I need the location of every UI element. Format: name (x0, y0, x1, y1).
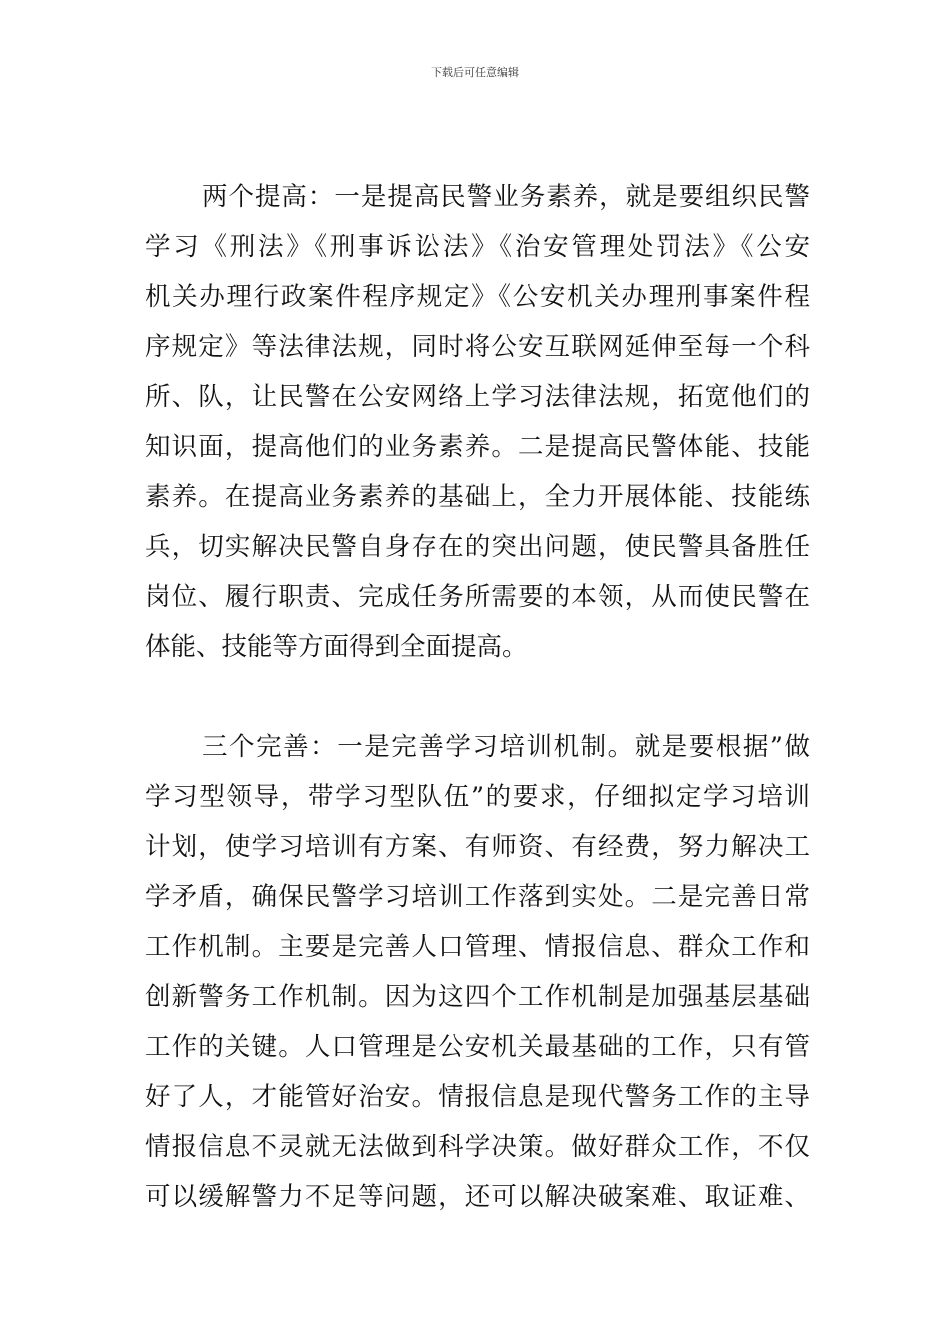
text-line: 创新警务工作机制。因为这四个工作机制是加强基层基础 (145, 982, 810, 1012)
text-line: 三个完善：一是完善学习培训机制。就是要根据”做 (202, 732, 810, 762)
text-line: 所、队，让民警在公安网络上学习法律法规，拓宽他们的 (145, 382, 810, 412)
text-line: 学习型领导，带学习型队伍”的要求，仔细拟定学习培训 (145, 782, 810, 812)
text-line: 学矛盾，确保民警学习培训工作落到实处。二是完善日常 (145, 882, 810, 912)
text-line: 岗位、履行职责、完成任务所需要的本领，从而使民警在 (145, 582, 810, 612)
text-line: 序规定》等法律法规，同时将公安互联网延伸至每一个科 (145, 332, 810, 362)
text-line: 计划，使学习培训有方案、有师资、有经费，努力解决工 (145, 832, 810, 862)
text-line: 素养。在提高业务素养的基础上，全力开展体能、技能练 (145, 482, 810, 512)
text-line: 兵，切实解决民警自身存在的突出问题，使民警具备胜任 (145, 532, 810, 562)
text-line: 知识面，提高他们的业务素养。二是提高民警体能、技能 (145, 432, 810, 462)
paragraph-two-improvements (145, 172, 810, 672)
text-line: 好了人，才能管好治安。情报信息是现代警务工作的主导 (145, 1082, 810, 1112)
text-line: 机关办理行政案件程序规定》《公安机关办理刑事案件程 (145, 282, 810, 312)
page-header: 下载后可任意编辑 (431, 66, 519, 79)
text-line: 体能、技能等方面得到全面提高。 (145, 632, 528, 662)
text-line: 工作机制。主要是完善人口管理、情报信息、群众工作和 (145, 932, 810, 962)
text-line: 工作的关键。人口管理是公安机关最基础的工作，只有管 (145, 1032, 810, 1062)
text-line: 两个提高：一是提高民警业务素养，就是要组织民警 (202, 182, 810, 212)
text-line: 学习《刑法》《刑事诉讼法》《治安管理处罚法》《公安 (145, 232, 810, 262)
text-line: 可以缓解警力不足等问题，还可以解决破案难、取证难、 (145, 1182, 810, 1212)
text-line: 情报信息不灵就无法做到科学决策。做好群众工作，不仅 (145, 1132, 810, 1162)
paragraph-three-perfections (145, 722, 810, 1222)
